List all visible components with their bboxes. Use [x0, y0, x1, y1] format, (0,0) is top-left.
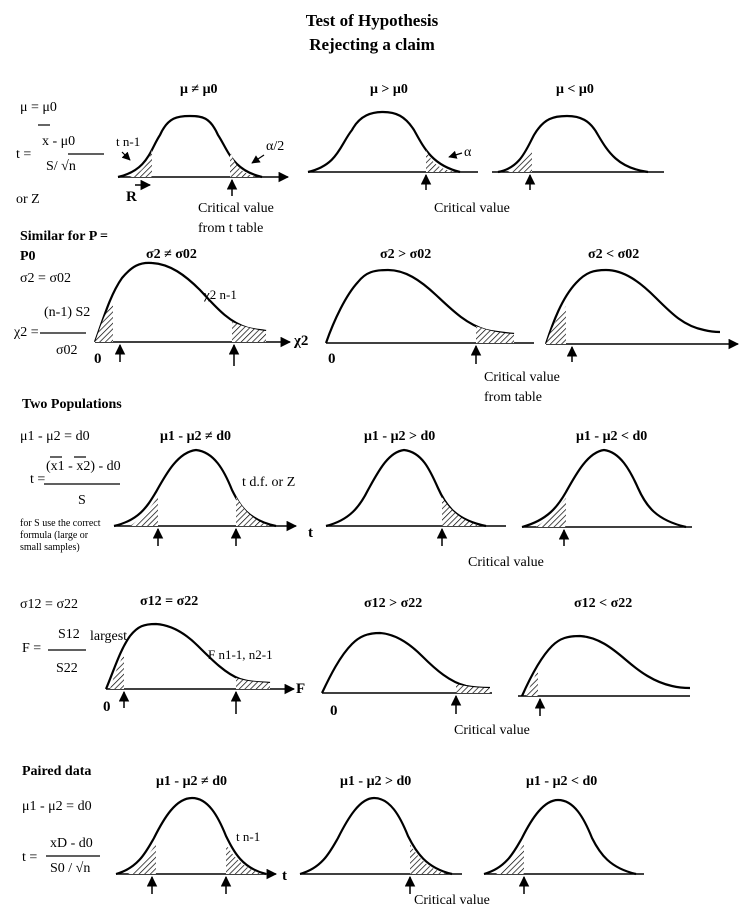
right-tail-shade	[442, 497, 480, 526]
left-tail-shade	[546, 306, 566, 344]
row2-heading: Similar for P =	[20, 229, 108, 244]
row4-case-right-tailed: σ12 > σ22	[364, 596, 423, 611]
row1-null-hypothesis: μ = μ0	[20, 100, 57, 115]
row5-axis-label: t	[282, 868, 287, 884]
right-tail-shade	[236, 497, 270, 526]
row5-numerator: xD - d0	[50, 836, 93, 851]
row3-numerator: (x1 - x2) - d0	[46, 459, 121, 474]
row3-case-left-tailed: μ1 - μ2 < d0	[576, 429, 648, 444]
row3-denominator: S	[78, 493, 86, 508]
skewed-curve	[522, 636, 690, 696]
right-tail-shade	[226, 844, 262, 874]
row1-alpha2-label: α/2	[266, 139, 285, 154]
row4-graph-two-tailed	[106, 624, 294, 714]
row3-heading: Two Populations	[22, 397, 122, 412]
row2-graph-left-tailed	[546, 270, 738, 362]
row2-denominator: σ02	[56, 343, 78, 358]
row3-note-line1: for S use the correct	[20, 518, 101, 529]
bell-curve	[484, 800, 636, 874]
bell-curve	[326, 450, 486, 526]
row5-graph-two-tailed	[116, 798, 276, 894]
row1-alpha-label: α	[464, 145, 472, 160]
row3-case-right-tailed: μ1 - μ2 > d0	[364, 429, 436, 444]
row5-null-hypothesis: μ1 - μ2 = d0	[22, 799, 92, 814]
row4-dist-label: F n1-1, n2-1	[208, 647, 273, 662]
skewed-curve	[546, 270, 720, 344]
left-tail-shade	[95, 302, 113, 342]
row2-heading-p0: P0	[20, 249, 36, 264]
row1-case-left-tailed: μ < μ0	[556, 82, 594, 97]
row1-denominator: S/ √n	[46, 159, 76, 174]
row4-zero-mid: 0	[330, 703, 338, 719]
row5-tail-label: t n-1	[236, 829, 261, 844]
row5-heading: Paired data	[22, 764, 92, 779]
row5-critical-value: Critical value	[414, 893, 490, 908]
row3-note-line3: small samples)	[20, 542, 80, 553]
row2-stat-prefix: χ2 =	[14, 325, 39, 340]
row4-null-hypothesis: σ12 = σ22	[20, 597, 78, 612]
row3-critical-value: Critical value	[468, 555, 544, 570]
left-tail-shade	[128, 844, 156, 874]
row3-graph-two-tailed	[114, 450, 296, 546]
row2-case-two-tailed: σ2 ≠ σ02	[146, 247, 197, 262]
row1-critical-value-mid: Critical value	[434, 201, 510, 216]
row2-null-hypothesis: σ2 = σ02	[20, 271, 71, 286]
row2-zero-mid: 0	[328, 351, 336, 367]
right-tail-shade	[456, 684, 490, 693]
right-tail-shade	[236, 678, 270, 689]
row4-graph-left-tailed	[518, 636, 690, 716]
row2-graph-two-tailed	[95, 263, 290, 366]
row4-critical-value: Critical value	[454, 723, 530, 738]
row3-graph-right-tailed	[326, 450, 506, 546]
row1-case-right-tailed: μ > μ0	[370, 82, 408, 97]
row5-graph-right-tailed	[300, 798, 462, 894]
right-tail-shade	[476, 326, 514, 343]
row5-denominator: S0 / √n	[50, 861, 91, 876]
row1-tail-label: t n-1	[116, 134, 141, 149]
row1-R-label: R	[126, 189, 137, 205]
row2-case-right-tailed: σ2 > σ02	[380, 247, 432, 262]
bell-curve	[522, 450, 686, 527]
row3-case-two-tailed: μ1 - μ2 ≠ d0	[160, 429, 232, 444]
row1-stat-prefix: t =	[16, 147, 32, 162]
row5-case-two-tailed: μ1 - μ2 ≠ d0	[156, 774, 228, 789]
row4-stat-prefix: F =	[22, 641, 42, 656]
row1-critical-value-source: from t table	[198, 221, 264, 236]
row4-zero-left: 0	[103, 699, 111, 715]
row2-zero-left: 0	[94, 351, 102, 367]
bell-curve	[300, 798, 452, 874]
row3-note-line2: formula (large or	[20, 530, 89, 541]
row2-critical-value-source: from table	[484, 390, 542, 405]
row1-graph-left-tailed	[492, 116, 664, 190]
row3-stat-prefix: t =	[30, 472, 46, 487]
row4-graph-right-tailed	[322, 633, 492, 714]
left-tail-shade	[130, 497, 158, 526]
row4-denominator: S22	[56, 661, 78, 676]
row3-null-hypothesis: μ1 - μ2 = d0	[20, 429, 90, 444]
row4-numerator-note: largest	[90, 629, 128, 644]
bell-curve	[308, 112, 460, 172]
right-tail-shade	[232, 322, 266, 342]
title-line-2: Rejecting a claim	[309, 35, 435, 54]
row3-graph-left-tailed	[522, 450, 692, 546]
row4-case-left-tailed: σ12 < σ22	[574, 596, 633, 611]
row3-tail-label: t d.f. or Z	[242, 475, 296, 490]
row2-case-left-tailed: σ2 < σ02	[588, 247, 640, 262]
row4-numerator: S12	[58, 627, 80, 642]
row1-critical-value: Critical value	[198, 201, 274, 216]
row5-case-left-tailed: μ1 - μ2 < d0	[526, 774, 598, 789]
row1-graph-right-tailed	[308, 112, 478, 190]
row1-or-z: or Z	[16, 192, 40, 207]
row5-stat-prefix: t =	[22, 850, 38, 865]
skewed-curve	[322, 633, 490, 693]
alpha-pointer	[449, 153, 462, 157]
row2-dist-label: χ2 n-1	[204, 287, 237, 302]
tail-pointer	[122, 152, 130, 160]
row1-numerator: x - μ0	[42, 134, 76, 149]
row3-axis-label: t	[308, 525, 313, 541]
row5-case-right-tailed: μ1 - μ2 > d0	[340, 774, 412, 789]
row2-axis-label: χ2	[294, 333, 309, 349]
left-tail-shade	[496, 844, 524, 874]
row2-critical-value: Critical value	[484, 370, 560, 385]
row2-numerator: (n-1) S2	[44, 305, 91, 320]
row4-axis-label: F	[296, 681, 306, 697]
row5-graph-left-tailed	[484, 800, 644, 894]
alpha2-pointer	[252, 155, 264, 163]
title-line-1: Test of Hypothesis	[305, 11, 439, 30]
row2-graph-right-tailed	[326, 270, 534, 364]
row4-case-two-tailed: σ12 = σ22	[140, 594, 199, 609]
row1-graph-two-tailed	[118, 116, 288, 196]
row1-case-two-tailed: μ ≠ μ0	[180, 82, 218, 97]
